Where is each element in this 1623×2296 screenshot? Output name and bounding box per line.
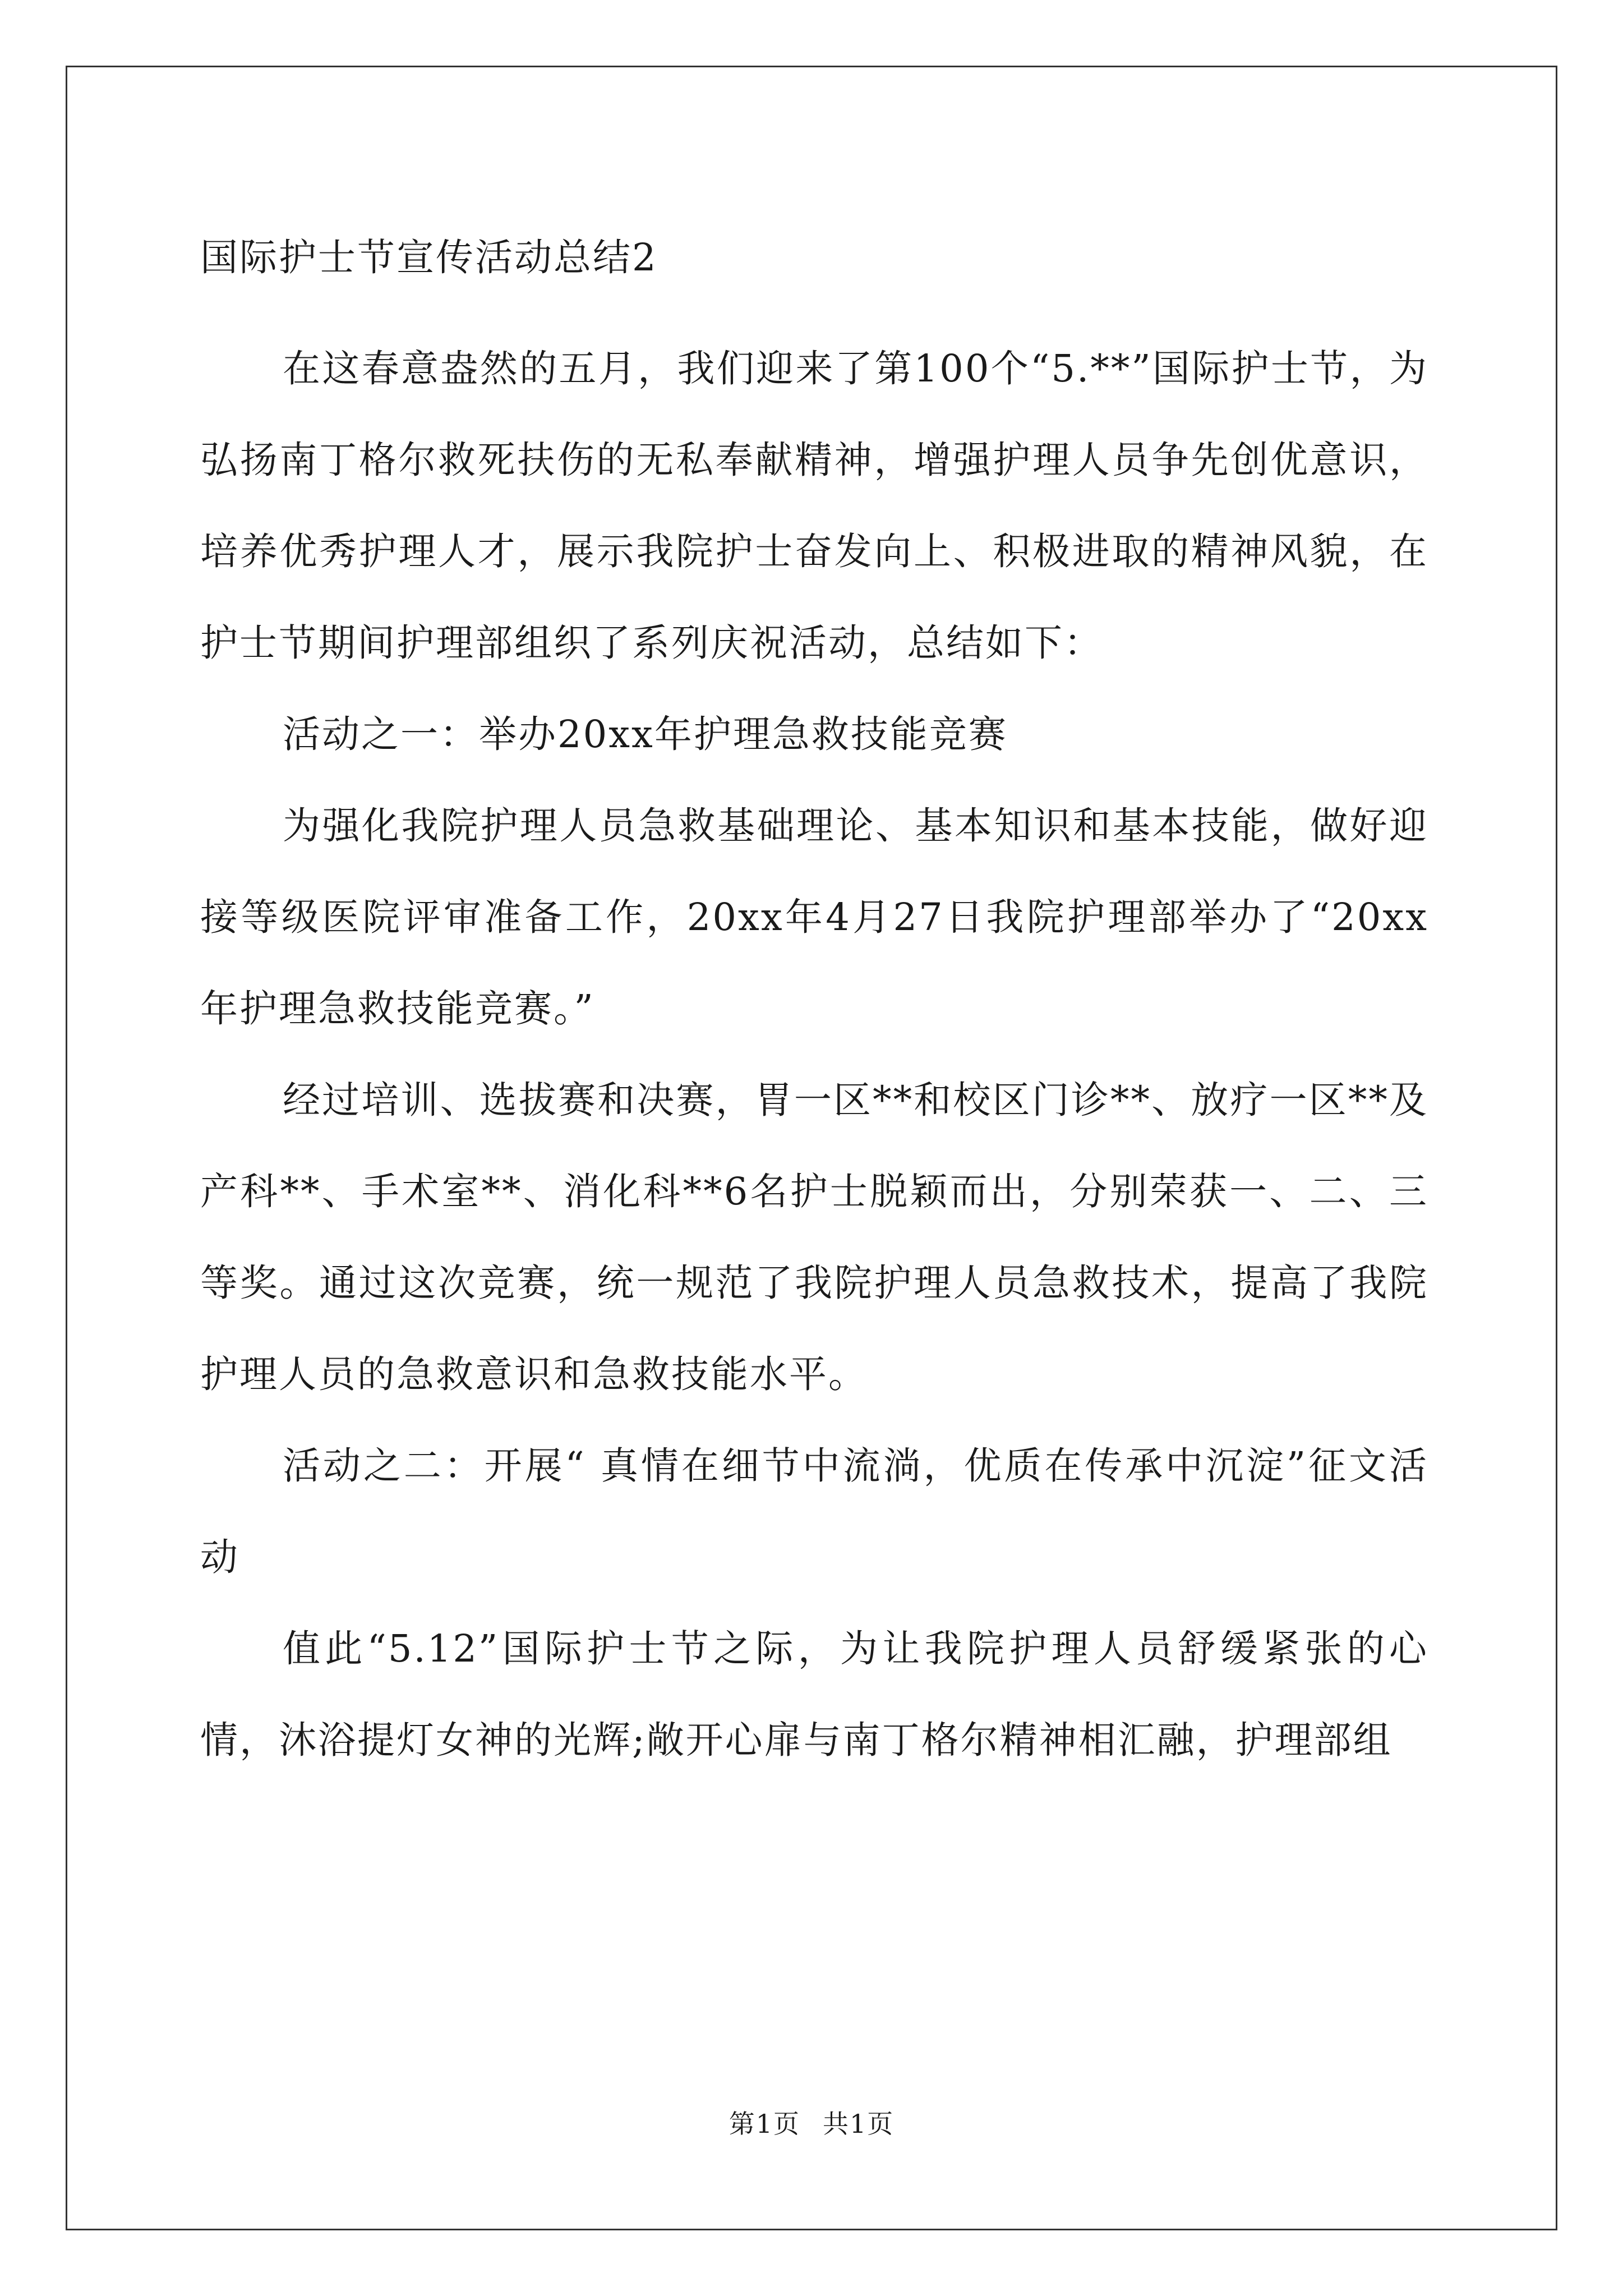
paragraph-intro: 在这春意盎然的五月，我们迎来了第100个“5.**”国际护士节，为弘扬南丁格尔救死扶伤的无私奉献精神，增强护理人员争先创优意识，培养优秀护理人才，展示我院护士奋发向上、积极进取的精神风貌，在护士节期间护理部组织了系列庆祝活动，总结如下： — [200, 347, 1428, 665]
paragraph-activity-1-result: 经过培训、选拔赛和决赛，胃一区**和校区门诊**、放疗一区**及产科**、手术室**、消化科**6名护士脱颖而出，分别荣获一、二、三等奖。通过这次竞赛，统一规范了我院护理人员急救技术，提高了我院护理人员的急救意识和急救技能水平。 — [200, 1078, 1428, 1396]
page-footer — [0, 2104, 1623, 2141]
document-body — [200, 215, 1428, 1786]
paragraph-activity-2-body: 值此“5.12”国际护士节之际，为让我院护理人员舒缓紧张的心情，沐浴提灯女神的光辉;敞开心扉与南丁格尔精神相汇融，护理部组 — [200, 1627, 1428, 1762]
paragraph-activity-1-heading: 活动之一：举办20xx年护理急救技能竞赛 — [283, 712, 1008, 756]
page-number-current: 第1页 — [728, 2109, 800, 2139]
document-title: 国际护士节宣传活动总结2 — [200, 236, 658, 279]
paragraph-activity-1-body: 为强化我院护理人员急救基础理论、基本知识和基本技能，做好迎接等级医院评审准备工作，20xx年4月27日我院护理部举办了“20xx年护理急救技能竞赛。” — [200, 804, 1428, 1030]
page-number-total: 共1页 — [823, 2109, 895, 2139]
paragraph-activity-2-heading: 活动之二：开展“ 真情在细节中流淌，优质在传承中沉淀”征文活动 — [200, 1444, 1428, 1579]
